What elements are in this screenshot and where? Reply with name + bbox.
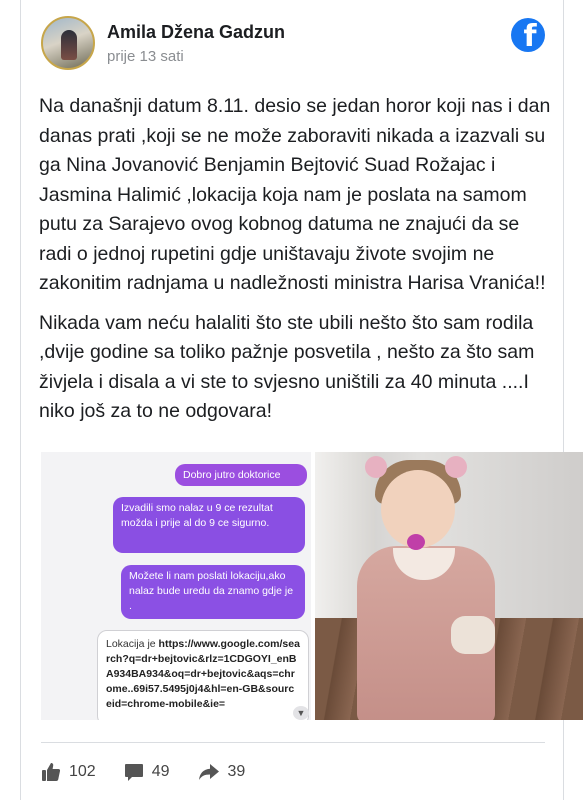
post-actions (41, 756, 273, 788)
photo-hair-bow-left (365, 456, 387, 478)
photo-hair-bow-right (445, 456, 467, 478)
post-media[interactable] (41, 452, 561, 720)
child-photo-image[interactable] (315, 452, 583, 720)
avatar-figure (61, 30, 77, 60)
author-avatar[interactable] (41, 16, 95, 70)
photo-pacifier (407, 534, 425, 550)
post-card (20, 0, 564, 800)
facebook-logo-icon: f (511, 18, 545, 52)
chat-chevron-icon: ▼ (293, 706, 309, 720)
chat-message-4-prefix: Lokacija je (106, 638, 159, 650)
chat-message-1: Dobro jutro doktorice (175, 464, 307, 486)
post-paragraph-2: Nikada vam neću halaliti što ste ubili nešto što sam rodila ,dvije godine sa toliko pažnje posvetila , nešto za što sam živjela i disala a vi ste to svjesno uništili za 40 minuta ....I niko još za to ne odgovara! (39, 311, 535, 422)
post-header (21, 8, 565, 72)
likes-count: 102 (69, 763, 96, 780)
post-timestamp[interactable]: prije 13 sati (107, 48, 184, 65)
actions-divider (41, 742, 545, 743)
comments-count: 49 (151, 763, 170, 780)
chat-message-4-url: https://www.google.com/search?q=dr+bejtovic&rlz=1CDGOYI_enBA934BA934&oq=dr+bejtovic&aqs=chrome..69i57.5495j0j4&hl=en-GB&sourceid=chrome-mobile&ie= (106, 638, 300, 710)
chat-message-2: Izvadili smo nalaz u 9 ce rezultat možda i prije al do 9 ce sigurno. (113, 497, 305, 553)
author-name[interactable]: Amila Džena Gadzun (107, 22, 286, 42)
post-paragraph-1: Na današnji datum 8.11. desio se jedan horor koji nas i dan danas prati ,koji se ne može zaboraviti nikada a izazvali su ga Nina Jovanović Benjamin Bejtović Suad Rožajac i Jasmina Halimić ,lokacija koja nam je poslata na samom putu za Sarajevo ovog kobnog datuma ne znajući da se radi o jednoj rupetini gdje uništavaju živote svojim ne zakonitim radnjama u nadležnosti ministra Harisa Vranića!! (39, 95, 551, 294)
photo-bag (451, 616, 495, 654)
comment-icon (124, 762, 144, 782)
like-button[interactable] (41, 762, 96, 782)
chat-screenshot-image[interactable] (41, 452, 311, 720)
shares-count: 39 (227, 763, 246, 780)
comment-button[interactable] (124, 762, 170, 782)
share-button[interactable] (198, 762, 246, 782)
chat-message-4 (97, 630, 309, 720)
share-icon (198, 762, 220, 782)
like-icon (41, 762, 61, 782)
chat-message-3: Možete li nam poslati lokaciju,ako nalaz bude uredu da znamo gdje je . (121, 565, 305, 619)
post-text (39, 92, 551, 427)
